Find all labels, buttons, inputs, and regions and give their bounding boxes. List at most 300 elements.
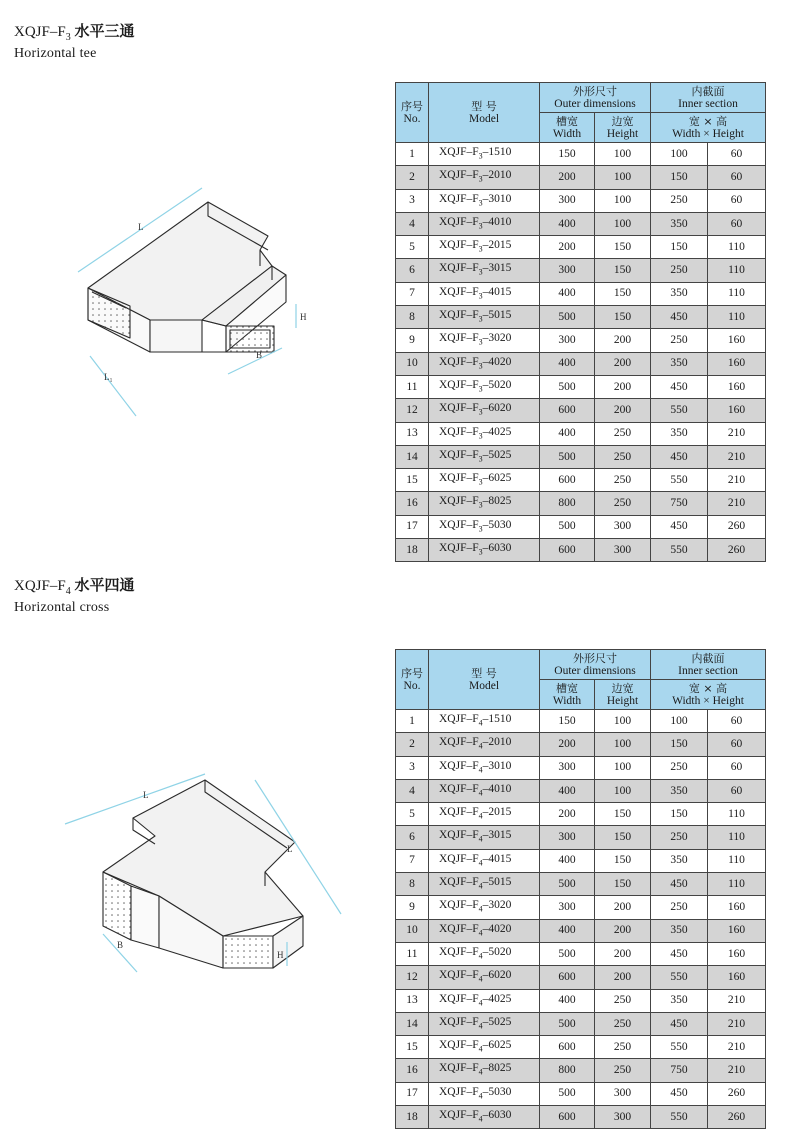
cross-diagram <box>55 768 355 988</box>
model-prefix: XQJF–F <box>439 355 479 368</box>
col-header-inner: 内截面 Inner section <box>651 650 766 680</box>
model-subscript: 4 <box>478 788 483 798</box>
col-header-model: 型 号 Model <box>429 83 540 143</box>
col-header-no: 序号 No. <box>396 83 429 143</box>
model-number: –2010 <box>482 169 512 182</box>
model-prefix: XQJF–F <box>439 736 479 749</box>
cell-inner-width: 250 <box>651 896 708 919</box>
section-subtitle-tee: Horizontal tee <box>14 46 97 61</box>
cell-inner-width: 450 <box>651 1082 708 1105</box>
title-prefix: XQJF–F <box>14 578 66 594</box>
cell-inner-height: 110 <box>708 826 766 849</box>
cell-inner-width: 150 <box>651 236 708 259</box>
table-row <box>396 966 766 989</box>
model-number: –6030 <box>482 1109 512 1122</box>
cell-inner-height: 110 <box>708 236 766 259</box>
cell-height: 250 <box>595 1059 651 1082</box>
model-number: –6020 <box>482 402 512 415</box>
table-row <box>396 445 766 468</box>
cell-no: 13 <box>396 989 429 1012</box>
cell-height: 150 <box>595 849 651 872</box>
model-number: –6025 <box>482 1039 512 1052</box>
model-number: –5025 <box>482 448 512 461</box>
cell-model <box>429 212 540 235</box>
model-subscript: 3 <box>478 197 483 207</box>
cell-model <box>429 756 540 779</box>
model-prefix: XQJF–F <box>439 969 479 982</box>
cell-no: 16 <box>396 1059 429 1082</box>
model-prefix: XQJF–F <box>439 472 479 485</box>
cell-inner-height: 160 <box>708 942 766 965</box>
cell-width: 800 <box>540 492 595 515</box>
model-number: –1510 <box>482 146 512 158</box>
table-row <box>396 1036 766 1059</box>
cell-model <box>429 166 540 189</box>
cell-model <box>429 399 540 422</box>
table-row <box>396 919 766 942</box>
table-row <box>396 1106 766 1129</box>
cell-height: 250 <box>595 1012 651 1035</box>
cell-inner-height: 60 <box>708 189 766 212</box>
cell-height: 300 <box>595 1106 651 1129</box>
model-prefix: XQJF–F <box>439 782 479 795</box>
cell-no: 4 <box>396 212 429 235</box>
model-number: –3010 <box>482 192 512 205</box>
cell-inner-height: 110 <box>708 259 766 282</box>
cell-width: 300 <box>540 189 595 212</box>
table-row <box>396 896 766 919</box>
cell-inner-height: 210 <box>708 492 766 515</box>
cell-inner-width: 450 <box>651 1012 708 1035</box>
cell-inner-width: 450 <box>651 515 708 538</box>
title-subscript: 4 <box>65 586 71 597</box>
cell-inner-height: 160 <box>708 896 766 919</box>
model-prefix: XQJF–F <box>439 945 479 958</box>
cell-height: 250 <box>595 1036 651 1059</box>
cell-height: 100 <box>595 212 651 235</box>
table-row <box>396 942 766 965</box>
cell-width: 600 <box>540 1106 595 1129</box>
cell-inner-height: 110 <box>708 306 766 329</box>
cell-inner-height: 160 <box>708 399 766 422</box>
cell-inner-height: 260 <box>708 539 766 562</box>
cell-width: 600 <box>540 399 595 422</box>
model-subscript: 4 <box>478 997 483 1007</box>
table-row <box>396 539 766 562</box>
model-prefix: XQJF–F <box>439 215 479 228</box>
table-row <box>396 515 766 538</box>
model-subscript: 4 <box>478 1044 483 1054</box>
cell-inner-height: 160 <box>708 352 766 375</box>
model-number: –5030 <box>482 518 512 531</box>
cell-inner-height: 110 <box>708 873 766 896</box>
cell-model <box>429 422 540 445</box>
model-number: –6025 <box>482 472 512 485</box>
cell-inner-height: 160 <box>708 919 766 942</box>
cell-no: 2 <box>396 733 429 756</box>
cell-no: 11 <box>396 942 429 965</box>
cell-no: 6 <box>396 259 429 282</box>
cell-no: 17 <box>396 515 429 538</box>
cell-model <box>429 236 540 259</box>
model-subscript: 4 <box>478 1114 483 1124</box>
cell-width: 500 <box>540 375 595 398</box>
cell-no: 13 <box>396 422 429 445</box>
dim-label-L: L <box>138 222 144 232</box>
cell-inner-width: 550 <box>651 399 708 422</box>
cell-height: 300 <box>595 539 651 562</box>
spec-table-body <box>396 143 766 562</box>
model-prefix: XQJF–F <box>439 1015 479 1028</box>
model-subscript: 3 <box>478 547 483 557</box>
model-number: –6030 <box>482 542 512 555</box>
model-prefix: XQJF–F <box>439 262 479 275</box>
cell-width: 500 <box>540 515 595 538</box>
table-row <box>396 1082 766 1105</box>
cell-height: 250 <box>595 492 651 515</box>
cell-model <box>429 329 540 352</box>
dim-label-L1: L₁ <box>104 372 113 382</box>
model-number: –4015 <box>482 852 512 865</box>
cell-height: 200 <box>595 919 651 942</box>
cell-height: 200 <box>595 329 651 352</box>
section-title-tee <box>14 22 134 47</box>
cell-inner-width: 450 <box>651 942 708 965</box>
model-subscript: 3 <box>478 407 483 417</box>
cell-no: 15 <box>396 469 429 492</box>
cell-height: 300 <box>595 515 651 538</box>
model-prefix: XQJF–F <box>439 852 479 865</box>
cell-model <box>429 919 540 942</box>
dim-label-L-side: L <box>287 844 293 854</box>
cell-model <box>429 539 540 562</box>
cell-width: 200 <box>540 166 595 189</box>
dim-label-H: H <box>277 950 284 960</box>
cell-height: 200 <box>595 352 651 375</box>
cell-model <box>429 710 540 733</box>
cell-width: 600 <box>540 539 595 562</box>
model-number: –5015 <box>482 876 512 889</box>
col-header-outer: 外形尺寸 Outer dimensions <box>540 83 651 113</box>
table-row <box>396 166 766 189</box>
cell-no: 16 <box>396 492 429 515</box>
model-prefix: XQJF–F <box>439 829 479 842</box>
cell-inner-height: 60 <box>708 756 766 779</box>
cell-height: 250 <box>595 422 651 445</box>
model-prefix: XQJF–F <box>439 448 479 461</box>
model-subscript: 4 <box>478 881 483 891</box>
table-row <box>396 779 766 802</box>
cell-width: 400 <box>540 849 595 872</box>
cell-inner-height: 60 <box>708 779 766 802</box>
model-number: –2015 <box>482 239 512 252</box>
cell-width: 200 <box>540 733 595 756</box>
cell-width: 400 <box>540 422 595 445</box>
table-row <box>396 422 766 445</box>
table-row <box>396 469 766 492</box>
col-header-no: 序号 No. <box>396 650 429 710</box>
cell-height: 100 <box>595 166 651 189</box>
model-subscript: 3 <box>478 454 483 464</box>
title-chinese: 水平四通 <box>74 576 135 594</box>
model-subscript: 4 <box>478 951 483 961</box>
model-prefix: XQJF–F <box>439 192 479 205</box>
cell-model <box>429 1106 540 1129</box>
model-prefix: XQJF–F <box>439 759 479 772</box>
cell-no: 15 <box>396 1036 429 1059</box>
model-number: –5020 <box>482 378 512 391</box>
cell-inner-width: 450 <box>651 375 708 398</box>
model-prefix: XQJF–F <box>439 309 479 322</box>
cell-inner-height: 60 <box>708 143 766 166</box>
model-number: –3010 <box>482 759 512 772</box>
model-subscript: 4 <box>478 927 483 937</box>
cell-width: 200 <box>540 236 595 259</box>
model-subscript: 4 <box>478 834 483 844</box>
cell-inner-height: 210 <box>708 1036 766 1059</box>
cell-height: 250 <box>595 989 651 1012</box>
cell-height: 100 <box>595 710 651 733</box>
cell-inner-width: 350 <box>651 422 708 445</box>
model-subscript: 3 <box>478 267 483 277</box>
cell-model <box>429 492 540 515</box>
model-prefix: XQJF–F <box>439 713 479 725</box>
cell-no: 4 <box>396 779 429 802</box>
cell-inner-height: 260 <box>708 1082 766 1105</box>
model-subscript: 4 <box>478 1067 483 1077</box>
model-number: –4025 <box>482 425 512 438</box>
model-subscript: 3 <box>478 477 483 487</box>
cell-height: 150 <box>595 873 651 896</box>
model-prefix: XQJF–F <box>439 542 479 555</box>
cell-model <box>429 942 540 965</box>
cell-inner-width: 250 <box>651 329 708 352</box>
model-number: –2015 <box>482 806 512 819</box>
cell-inner-width: 150 <box>651 733 708 756</box>
cell-no: 12 <box>396 966 429 989</box>
cell-inner-width: 150 <box>651 166 708 189</box>
table-row <box>396 849 766 872</box>
section-title-cross <box>14 576 134 601</box>
cell-inner-width: 350 <box>651 919 708 942</box>
cell-width: 500 <box>540 1082 595 1105</box>
model-subscript: 4 <box>478 811 483 821</box>
cell-model <box>429 1036 540 1059</box>
cell-no: 11 <box>396 375 429 398</box>
cell-model <box>429 1082 540 1105</box>
cell-height: 200 <box>595 399 651 422</box>
section-subtitle-cross: Horizontal cross <box>14 600 110 615</box>
model-prefix: XQJF–F <box>439 146 479 158</box>
cell-width: 600 <box>540 966 595 989</box>
cell-height: 250 <box>595 469 651 492</box>
col-header-outer: 外形尺寸 Outer dimensions <box>540 650 651 680</box>
cell-inner-height: 210 <box>708 1012 766 1035</box>
cell-inner-width: 350 <box>651 779 708 802</box>
cell-inner-height: 210 <box>708 1059 766 1082</box>
cell-no: 6 <box>396 826 429 849</box>
cell-inner-height: 110 <box>708 849 766 872</box>
cell-no: 7 <box>396 282 429 305</box>
cell-width: 800 <box>540 1059 595 1082</box>
model-subscript: 4 <box>478 718 483 728</box>
cell-no: 10 <box>396 919 429 942</box>
cell-model <box>429 849 540 872</box>
cell-inner-width: 450 <box>651 445 708 468</box>
table-row <box>396 803 766 826</box>
cell-height: 200 <box>595 375 651 398</box>
model-prefix: XQJF–F <box>439 378 479 391</box>
model-number: –5030 <box>482 1085 512 1098</box>
cell-inner-height: 110 <box>708 282 766 305</box>
cell-width: 300 <box>540 259 595 282</box>
cell-width: 200 <box>540 803 595 826</box>
cell-no: 12 <box>396 399 429 422</box>
cell-width: 300 <box>540 756 595 779</box>
model-number: –4020 <box>482 355 512 368</box>
cell-width: 500 <box>540 873 595 896</box>
cell-model <box>429 306 540 329</box>
cell-width: 400 <box>540 282 595 305</box>
model-subscript: 4 <box>478 764 483 774</box>
cell-inner-width: 750 <box>651 1059 708 1082</box>
cell-inner-width: 550 <box>651 966 708 989</box>
model-subscript: 3 <box>478 384 483 394</box>
cell-width: 500 <box>540 1012 595 1035</box>
table-row <box>396 352 766 375</box>
cell-width: 400 <box>540 352 595 375</box>
table-row <box>396 143 766 166</box>
model-number: –3020 <box>482 332 512 345</box>
model-number: –4010 <box>482 215 512 228</box>
cell-inner-width: 250 <box>651 826 708 849</box>
table-row <box>396 306 766 329</box>
cell-inner-height: 210 <box>708 469 766 492</box>
cell-width: 500 <box>540 445 595 468</box>
cell-inner-height: 260 <box>708 1106 766 1129</box>
model-prefix: XQJF–F <box>439 285 479 298</box>
cell-model <box>429 1059 540 1082</box>
cell-width: 600 <box>540 469 595 492</box>
cell-inner-height: 210 <box>708 989 766 1012</box>
model-prefix: XQJF–F <box>439 1109 479 1122</box>
cell-inner-width: 550 <box>651 539 708 562</box>
cell-inner-height: 160 <box>708 375 766 398</box>
cell-inner-width: 350 <box>651 352 708 375</box>
cell-model <box>429 733 540 756</box>
dim-label-B: B <box>117 940 124 950</box>
table-row <box>396 492 766 515</box>
model-prefix: XQJF–F <box>439 1039 479 1052</box>
cell-no: 5 <box>396 803 429 826</box>
cell-inner-height: 60 <box>708 710 766 733</box>
cell-height: 100 <box>595 756 651 779</box>
model-subscript: 4 <box>478 1091 483 1101</box>
model-prefix: XQJF–F <box>439 495 479 508</box>
model-number: –1510 <box>482 713 512 725</box>
table-row <box>396 259 766 282</box>
model-subscript: 3 <box>478 500 483 510</box>
model-number: –4015 <box>482 285 512 298</box>
table-row <box>396 989 766 1012</box>
model-number: –8025 <box>482 1062 512 1075</box>
cell-height: 100 <box>595 779 651 802</box>
cell-model <box>429 803 540 826</box>
cell-inner-width: 350 <box>651 212 708 235</box>
col-header-width-height: 宽 × 高 Width × Height <box>651 680 766 710</box>
model-subscript: 3 <box>478 524 483 534</box>
cell-inner-width: 100 <box>651 143 708 166</box>
model-prefix: XQJF–F <box>439 1085 479 1098</box>
cell-inner-height: 260 <box>708 515 766 538</box>
model-number: –5020 <box>482 945 512 958</box>
cell-width: 400 <box>540 919 595 942</box>
model-subscript: 3 <box>478 430 483 440</box>
table-row <box>396 189 766 212</box>
cell-model <box>429 259 540 282</box>
cell-inner-width: 250 <box>651 189 708 212</box>
model-number: –4025 <box>482 992 512 1005</box>
cell-width: 150 <box>540 710 595 733</box>
cell-model <box>429 989 540 1012</box>
cell-width: 500 <box>540 306 595 329</box>
model-prefix: XQJF–F <box>439 425 479 438</box>
cell-height: 150 <box>595 236 651 259</box>
col-header-inner: 内截面 Inner section <box>651 83 766 113</box>
cell-inner-height: 210 <box>708 445 766 468</box>
cell-model <box>429 826 540 849</box>
cell-inner-height: 60 <box>708 733 766 756</box>
model-subscript: 4 <box>478 741 483 751</box>
cell-model <box>429 282 540 305</box>
cell-model <box>429 966 540 989</box>
cell-model <box>429 1012 540 1035</box>
title-subscript: 3 <box>65 32 71 43</box>
cell-height: 150 <box>595 259 651 282</box>
table-row <box>396 826 766 849</box>
cell-no: 9 <box>396 329 429 352</box>
col-header-width: 槽宽 Width <box>540 680 595 710</box>
model-number: –3015 <box>482 829 512 842</box>
cell-model <box>429 896 540 919</box>
cell-height: 200 <box>595 942 651 965</box>
title-chinese: 水平三通 <box>74 22 135 40</box>
cell-width: 400 <box>540 212 595 235</box>
cell-height: 150 <box>595 282 651 305</box>
cell-width: 300 <box>540 329 595 352</box>
cell-width: 300 <box>540 896 595 919</box>
model-number: –4020 <box>482 922 512 935</box>
cell-inner-width: 550 <box>651 1106 708 1129</box>
col-header-width: 槽宽 Width <box>540 113 595 143</box>
model-prefix: XQJF–F <box>439 332 479 345</box>
model-prefix: XQJF–F <box>439 402 479 415</box>
cell-inner-width: 750 <box>651 492 708 515</box>
spec-table-body <box>396 710 766 1129</box>
model-prefix: XQJF–F <box>439 239 479 252</box>
cell-model <box>429 189 540 212</box>
cell-inner-height: 110 <box>708 803 766 826</box>
dim-label-H: H <box>300 312 307 322</box>
cell-no: 14 <box>396 445 429 468</box>
model-subscript: 4 <box>478 858 483 868</box>
model-subscript: 3 <box>478 244 483 254</box>
model-prefix: XQJF–F <box>439 1062 479 1075</box>
cell-model <box>429 873 540 896</box>
cell-inner-width: 350 <box>651 849 708 872</box>
cell-inner-width: 550 <box>651 469 708 492</box>
cell-height: 300 <box>595 1082 651 1105</box>
